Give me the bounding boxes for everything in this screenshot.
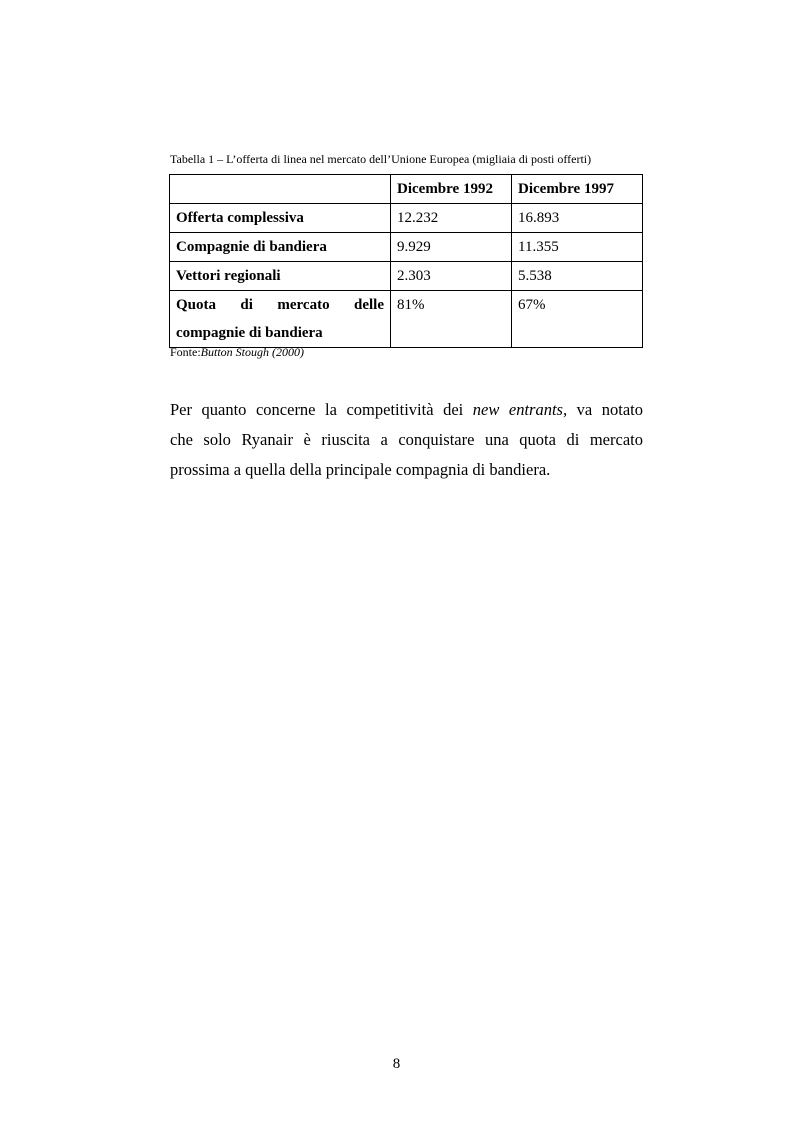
row-label-line-2: compagnie di bandiera [176, 325, 323, 341]
paragraph-line: prossima a quella della principale compagnia di bandiera. [170, 460, 551, 479]
cell-1997: 16.893 [512, 204, 643, 233]
paragraph-text: va notato [567, 400, 643, 419]
cell-1997: 11.355 [512, 233, 643, 262]
table-row [170, 262, 643, 291]
row-label [170, 291, 391, 348]
table-row [170, 233, 643, 262]
body-paragraph [170, 395, 643, 485]
table-row [170, 291, 643, 348]
paragraph-text: Per quanto concerne la competitività dei [170, 400, 473, 419]
row-label: Compagnie di bandiera [170, 233, 391, 262]
cell-1992: 9.929 [391, 233, 512, 262]
row-label: Vettori regionali [170, 262, 391, 291]
paragraph-emphasis: new entrants, [472, 400, 568, 419]
cell-1997: 5.538 [512, 262, 643, 291]
cell-1992: 12.232 [391, 204, 512, 233]
header-cell-1997: Dicembre 1997 [512, 175, 643, 204]
table-source [170, 344, 304, 360]
table-header-row [170, 175, 643, 204]
source-prefix: Fonte: [170, 345, 201, 359]
header-cell-empty [170, 175, 391, 204]
source-reference: Button Stough (2000) [200, 345, 304, 359]
row-label: Offerta complessiva [170, 204, 391, 233]
cell-1997: 67% [512, 291, 643, 348]
row-label-line-1: Quota di mercato delle [176, 297, 384, 313]
table-row [170, 204, 643, 233]
page-number: 8 [392, 1056, 401, 1072]
cell-1992: 81% [391, 291, 512, 348]
table-caption: Tabella 1 – L’offerta di linea nel mercato dell’Unione Europea (migliaia di posti offerti) [170, 152, 592, 166]
market-offer-table [169, 174, 643, 348]
paragraph-line: che solo Ryanair è riuscita a conquistare una quota di mercato [170, 430, 643, 449]
paragraph-line [170, 395, 643, 425]
header-cell-1992: Dicembre 1992 [391, 175, 512, 204]
cell-1992: 2.303 [391, 262, 512, 291]
